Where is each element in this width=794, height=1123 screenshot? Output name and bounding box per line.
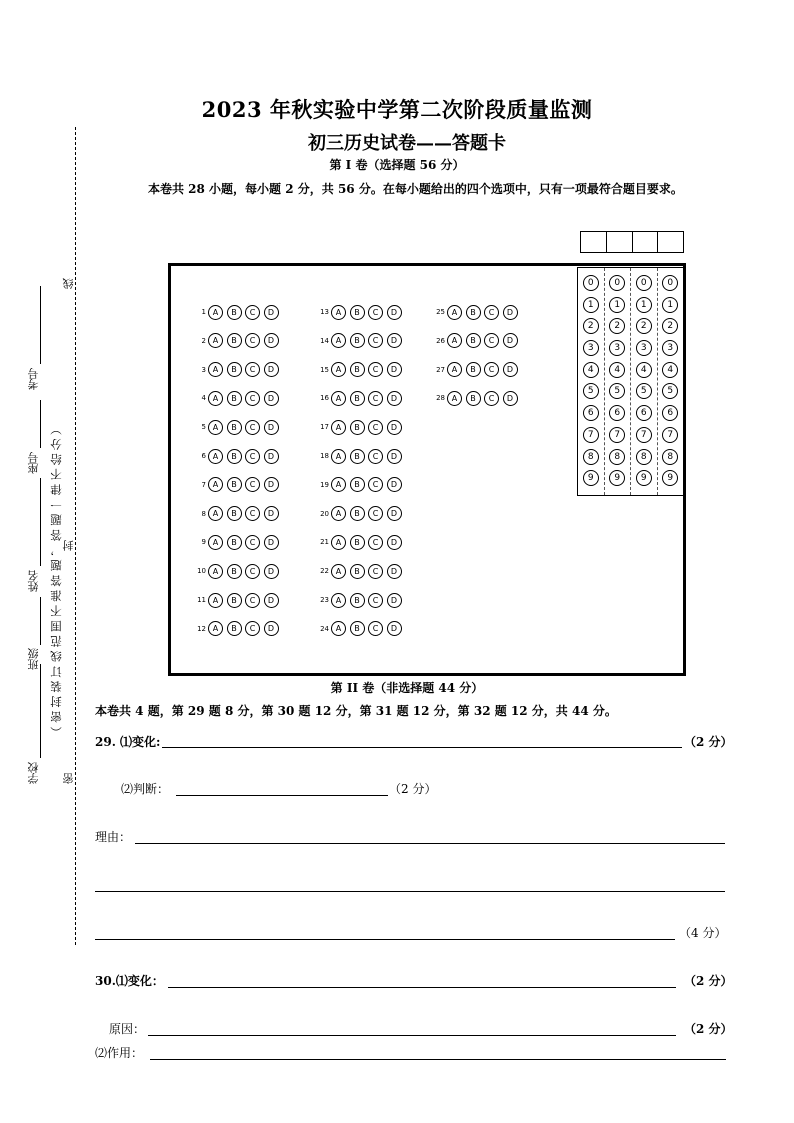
- option-bubble-b[interactable]: B: [350, 535, 365, 550]
- option-bubble-a[interactable]: A: [331, 621, 346, 636]
- digit-bubble[interactable]: 9: [636, 470, 652, 486]
- digit-bubble[interactable]: 7: [609, 427, 625, 443]
- option-bubble-a[interactable]: A: [208, 506, 223, 521]
- option-bubble-d[interactable]: D: [387, 420, 402, 435]
- code-box[interactable]: [633, 232, 659, 252]
- question-row: [192, 389, 282, 407]
- option-bubble-b[interactable]: B: [227, 420, 242, 435]
- option-bubble-b[interactable]: B: [227, 564, 242, 579]
- option-bubble-b[interactable]: B: [350, 506, 365, 521]
- code-box[interactable]: [607, 232, 633, 252]
- option-bubble-d[interactable]: D: [387, 621, 402, 636]
- option-bubble-d[interactable]: D: [387, 362, 402, 377]
- question-number: 9: [201, 538, 206, 547]
- question-number: 14: [320, 336, 329, 345]
- digit-column: [578, 268, 605, 495]
- option-bubble-c[interactable]: C: [368, 362, 383, 377]
- question-number: 2: [201, 336, 206, 345]
- question-number: 1: [201, 308, 206, 316]
- digit-bubble[interactable]: 8: [636, 449, 652, 465]
- option-bubble-a[interactable]: A: [447, 305, 462, 320]
- option-bubble-d[interactable]: D: [503, 391, 518, 406]
- question-number: 22: [320, 567, 329, 576]
- section1-instructions: 本卷共 28 小题，每小题 2 分，共 56 分。在每小题给出的四个选项中，只有一项最符合题目要求。: [148, 182, 683, 196]
- q29-reason-line-2[interactable]: [95, 891, 725, 892]
- digit-bubble[interactable]: 3: [662, 340, 678, 356]
- option-bubble-a[interactable]: A: [331, 391, 346, 406]
- option-bubble-d[interactable]: D: [264, 621, 279, 636]
- q29-change-label: 29. ⑴变化:: [95, 735, 161, 749]
- option-bubble-c[interactable]: C: [368, 535, 383, 550]
- option-bubble-d[interactable]: D: [387, 449, 402, 464]
- option-bubble-a[interactable]: A: [447, 362, 462, 377]
- q29-reason-line-1[interactable]: [135, 843, 725, 844]
- option-bubble-a[interactable]: A: [331, 593, 346, 608]
- digit-bubble[interactable]: 0: [583, 275, 599, 291]
- question-number: 19: [320, 480, 329, 489]
- section1-heading: 第 I 卷（选择题 56 分）: [329, 158, 465, 172]
- question-number: 23: [320, 596, 329, 604]
- option-bubble-b[interactable]: B: [227, 449, 242, 464]
- digit-bubble[interactable]: 8: [583, 449, 599, 465]
- section2-instructions: 本卷共 4 题，第 29 题 8 分，第 30 题 12 分，第 31 题 12 分，第 32 题 12 分，共 44 分。: [95, 704, 617, 718]
- digit-bubble[interactable]: 2: [583, 318, 599, 334]
- option-bubble-d[interactable]: D: [264, 477, 279, 492]
- option-bubble-d[interactable]: D: [387, 305, 402, 320]
- digit-bubble[interactable]: 5: [636, 383, 652, 399]
- option-bubble-b[interactable]: B: [350, 621, 365, 636]
- option-bubble-c[interactable]: C: [245, 333, 260, 348]
- digit-bubble[interactable]: 1: [609, 297, 625, 313]
- exam-no-field[interactable]: [40, 286, 41, 364]
- question-number: 4: [201, 394, 206, 403]
- option-bubble-b[interactable]: B: [350, 449, 365, 464]
- option-bubble-c[interactable]: C: [368, 477, 383, 492]
- option-bubble-b[interactable]: B: [227, 621, 242, 636]
- option-bubble-c[interactable]: C: [245, 362, 260, 377]
- option-bubble-a[interactable]: A: [208, 420, 223, 435]
- q29-change-score: （2 分）: [684, 735, 733, 749]
- question-row: [192, 533, 282, 551]
- option-bubble-a[interactable]: A: [331, 449, 346, 464]
- question-row: [192, 332, 282, 350]
- digit-bubble[interactable]: 1: [636, 297, 652, 313]
- digit-column: [631, 268, 658, 495]
- digit-bubble[interactable]: 5: [583, 383, 599, 399]
- digit-bubble[interactable]: 7: [662, 427, 678, 443]
- question-number: 26: [436, 336, 445, 345]
- option-bubble-a[interactable]: A: [447, 391, 462, 406]
- digit-column: [658, 268, 684, 495]
- option-bubble-a[interactable]: A: [331, 477, 346, 492]
- question-number: 18: [320, 452, 329, 460]
- option-bubble-b[interactable]: B: [227, 391, 242, 406]
- option-bubble-a[interactable]: A: [208, 593, 223, 608]
- option-bubble-b[interactable]: B: [350, 593, 365, 608]
- q30-change-score: （2 分）: [684, 974, 733, 988]
- question-row: [315, 533, 405, 551]
- option-bubble-c[interactable]: C: [245, 305, 260, 320]
- option-bubble-c[interactable]: C: [368, 305, 383, 320]
- question-row: [431, 389, 521, 407]
- option-bubble-b[interactable]: B: [227, 362, 242, 377]
- question-row: [315, 418, 405, 436]
- question-number: 25: [436, 308, 445, 316]
- school-label: 学校: [27, 762, 40, 784]
- option-bubble-c[interactable]: C: [245, 477, 260, 492]
- class-field[interactable]: [40, 597, 41, 645]
- exam-number-grid: [577, 267, 684, 496]
- question-number: 21: [320, 538, 329, 547]
- option-bubble-d[interactable]: D: [264, 564, 279, 579]
- option-bubble-c[interactable]: C: [368, 593, 383, 608]
- digit-bubble[interactable]: 0: [609, 275, 625, 291]
- digit-bubble[interactable]: 1: [583, 297, 599, 313]
- question-row: [192, 505, 282, 523]
- q29-reason-label: 理由：: [95, 830, 132, 844]
- option-bubble-d[interactable]: D: [264, 593, 279, 608]
- option-bubble-a[interactable]: A: [208, 477, 223, 492]
- question-number: 20: [320, 509, 329, 518]
- question-number: 13: [320, 308, 329, 316]
- option-bubble-a[interactable]: A: [208, 333, 223, 348]
- digit-bubble[interactable]: 7: [636, 427, 652, 443]
- option-bubble-c[interactable]: C: [368, 506, 383, 521]
- option-bubble-c[interactable]: C: [484, 391, 499, 406]
- question-row: [315, 562, 405, 580]
- digit-bubble[interactable]: 9: [662, 470, 678, 486]
- question-row: [315, 476, 405, 494]
- seat-label: 座号: [27, 452, 40, 474]
- q30-cause-score: （2 分）: [684, 1022, 733, 1036]
- question-row: [315, 303, 405, 321]
- question-number: 5: [201, 423, 206, 432]
- option-bubble-a[interactable]: A: [331, 305, 346, 320]
- question-number: 8: [201, 509, 206, 518]
- option-bubble-c[interactable]: C: [368, 391, 383, 406]
- question-row: [315, 332, 405, 350]
- option-bubble-c[interactable]: C: [368, 621, 383, 636]
- option-bubble-d[interactable]: D: [387, 535, 402, 550]
- question-row: [192, 447, 282, 465]
- option-bubble-d[interactable]: D: [387, 391, 402, 406]
- question-row: [192, 361, 282, 379]
- q30-change-line[interactable]: [168, 987, 676, 988]
- option-bubble-a[interactable]: A: [208, 362, 223, 377]
- option-bubble-a[interactable]: A: [331, 506, 346, 521]
- option-bubble-a[interactable]: A: [208, 305, 223, 320]
- option-bubble-b[interactable]: B: [466, 391, 481, 406]
- option-bubble-b[interactable]: B: [227, 506, 242, 521]
- question-row: [315, 591, 405, 609]
- option-bubble-c[interactable]: C: [484, 333, 499, 348]
- option-bubble-b[interactable]: B: [227, 535, 242, 550]
- option-bubble-a[interactable]: A: [331, 564, 346, 579]
- q30-cause-line[interactable]: [148, 1035, 676, 1036]
- digit-bubble[interactable]: 6: [583, 405, 599, 421]
- digit-bubble[interactable]: 8: [609, 449, 625, 465]
- option-bubble-b[interactable]: B: [227, 333, 242, 348]
- option-bubble-d[interactable]: D: [264, 449, 279, 464]
- option-bubble-d[interactable]: D: [387, 333, 402, 348]
- digit-bubble[interactable]: 6: [662, 405, 678, 421]
- q29-change-line[interactable]: [162, 747, 682, 748]
- question-number: 12: [197, 624, 206, 633]
- section2-heading: 第 II 卷（非选择题 44 分）: [330, 681, 484, 695]
- question-row: [431, 361, 521, 379]
- option-bubble-c[interactable]: C: [245, 535, 260, 550]
- question-number: 7: [201, 480, 206, 489]
- option-bubble-b[interactable]: B: [350, 420, 365, 435]
- question-row: [315, 389, 405, 407]
- option-bubble-b[interactable]: B: [350, 564, 365, 579]
- class-label: 班级: [27, 648, 40, 670]
- digit-bubble[interactable]: 3: [609, 340, 625, 356]
- option-bubble-c[interactable]: C: [245, 449, 260, 464]
- option-bubble-c[interactable]: C: [368, 449, 383, 464]
- option-bubble-b[interactable]: B: [350, 391, 365, 406]
- option-bubble-d[interactable]: D: [264, 506, 279, 521]
- question-row: [192, 476, 282, 494]
- option-bubble-d[interactable]: D: [264, 362, 279, 377]
- digit-bubble[interactable]: 5: [662, 383, 678, 399]
- option-bubble-a[interactable]: A: [208, 535, 223, 550]
- option-bubble-a[interactable]: A: [447, 333, 462, 348]
- option-bubble-c[interactable]: C: [484, 305, 499, 320]
- option-bubble-a[interactable]: A: [331, 333, 346, 348]
- option-bubble-c[interactable]: C: [245, 593, 260, 608]
- digit-bubble[interactable]: 5: [609, 383, 625, 399]
- binding-dashed-line: [75, 127, 76, 945]
- q29-judge-line[interactable]: [176, 795, 388, 796]
- digit-bubble[interactable]: 9: [609, 470, 625, 486]
- option-bubble-d[interactable]: D: [503, 333, 518, 348]
- question-number: 17: [320, 423, 329, 432]
- digit-bubble[interactable]: 0: [636, 275, 652, 291]
- question-number: 24: [320, 624, 329, 633]
- q29-judge-score: （2 分）: [389, 782, 437, 796]
- digit-bubble[interactable]: 8: [662, 449, 678, 465]
- q29-reason-score: （4 分）: [679, 926, 727, 940]
- name-field[interactable]: [40, 478, 41, 566]
- option-bubble-a[interactable]: A: [331, 535, 346, 550]
- option-bubble-c[interactable]: C: [245, 420, 260, 435]
- digit-bubble[interactable]: 4: [583, 362, 599, 378]
- option-bubble-b[interactable]: B: [466, 305, 481, 320]
- option-bubble-d[interactable]: D: [264, 305, 279, 320]
- question-row: [315, 620, 405, 638]
- exam-no-label: 考号: [27, 368, 40, 390]
- option-bubble-c[interactable]: C: [245, 391, 260, 406]
- q30-change-label: 30.⑴变化：: [95, 974, 164, 988]
- digit-bubble[interactable]: 0: [662, 275, 678, 291]
- digit-column: [605, 268, 632, 495]
- option-bubble-c[interactable]: C: [368, 333, 383, 348]
- digit-bubble[interactable]: 4: [636, 362, 652, 378]
- digit-bubble[interactable]: 4: [609, 362, 625, 378]
- option-bubble-b[interactable]: B: [350, 333, 365, 348]
- option-bubble-c[interactable]: C: [245, 564, 260, 579]
- option-bubble-b[interactable]: B: [350, 305, 365, 320]
- option-bubble-b[interactable]: B: [466, 362, 481, 377]
- question-row: [192, 562, 282, 580]
- question-row: [431, 303, 521, 321]
- option-bubble-b[interactable]: B: [350, 362, 365, 377]
- option-bubble-b[interactable]: B: [227, 305, 242, 320]
- digit-bubble[interactable]: 3: [636, 340, 652, 356]
- code-box[interactable]: [658, 232, 683, 252]
- question-number: 6: [201, 452, 206, 460]
- option-bubble-d[interactable]: D: [264, 420, 279, 435]
- digit-bubble[interactable]: 2: [609, 318, 625, 334]
- option-bubble-a[interactable]: A: [208, 621, 223, 636]
- q30-effect-label: ⑵作用：: [95, 1046, 144, 1060]
- digit-bubble[interactable]: 7: [583, 427, 599, 443]
- option-bubble-c[interactable]: C: [368, 420, 383, 435]
- option-bubble-d[interactable]: D: [503, 305, 518, 320]
- question-number: 11: [197, 596, 206, 604]
- option-bubble-a[interactable]: A: [331, 420, 346, 435]
- question-row: [315, 505, 405, 523]
- exam-code-boxes[interactable]: [580, 231, 684, 253]
- digit-bubble[interactable]: 9: [583, 470, 599, 486]
- option-bubble-c[interactable]: C: [245, 621, 260, 636]
- question-number: 3: [201, 365, 206, 374]
- binding-feng: 封: [62, 540, 75, 551]
- digit-bubble[interactable]: 6: [609, 405, 625, 421]
- option-bubble-b[interactable]: B: [227, 593, 242, 608]
- question-number: 15: [320, 365, 329, 374]
- option-bubble-d[interactable]: D: [387, 593, 402, 608]
- question-row: [192, 303, 282, 321]
- digit-bubble[interactable]: 2: [662, 318, 678, 334]
- question-row: [315, 447, 405, 465]
- question-row: [431, 332, 521, 350]
- option-bubble-d[interactable]: D: [264, 333, 279, 348]
- code-box[interactable]: [581, 232, 607, 252]
- name-label: 姓名: [27, 570, 40, 592]
- page-subtitle: 初三历史试卷——答题卡: [308, 133, 506, 154]
- option-bubble-a[interactable]: A: [208, 449, 223, 464]
- option-bubble-c[interactable]: C: [245, 506, 260, 521]
- binding-mi: 密: [62, 773, 75, 784]
- digit-bubble[interactable]: 1: [662, 297, 678, 313]
- question-number: 27: [436, 365, 445, 374]
- option-bubble-d[interactable]: D: [264, 535, 279, 550]
- option-bubble-d[interactable]: D: [387, 506, 402, 521]
- page-title: 2023 年秋实验中学第二次阶段质量监测: [201, 97, 593, 122]
- question-row: [192, 591, 282, 609]
- digit-bubble[interactable]: 2: [636, 318, 652, 334]
- q30-cause-label: 原因：: [109, 1022, 146, 1036]
- seat-field[interactable]: [40, 400, 41, 448]
- option-bubble-d[interactable]: D: [387, 477, 402, 492]
- option-bubble-d[interactable]: D: [264, 391, 279, 406]
- option-bubble-c[interactable]: C: [368, 564, 383, 579]
- question-number: 10: [197, 567, 206, 576]
- question-row: [315, 361, 405, 379]
- digit-bubble[interactable]: 4: [662, 362, 678, 378]
- option-bubble-c[interactable]: C: [484, 362, 499, 377]
- binding-xian: 线: [62, 278, 75, 289]
- q29-reason-line-3[interactable]: [95, 939, 675, 940]
- option-bubble-a[interactable]: A: [208, 564, 223, 579]
- q29-judge-label: ⑵判断：: [121, 782, 170, 796]
- q30-effect-line[interactable]: [150, 1059, 726, 1060]
- option-bubble-b[interactable]: B: [466, 333, 481, 348]
- option-bubble-b[interactable]: B: [350, 477, 365, 492]
- digit-bubble[interactable]: 3: [583, 340, 599, 356]
- binding-notice: （ 密 封 装 订 线 范 围 不 准 答 题 ， 答 题 一 律 不 给 分 ）: [49, 423, 63, 738]
- option-bubble-d[interactable]: D: [387, 564, 402, 579]
- option-bubble-a[interactable]: A: [208, 391, 223, 406]
- question-row: [192, 418, 282, 436]
- question-row: [192, 620, 282, 638]
- digit-bubble[interactable]: 6: [636, 405, 652, 421]
- question-number: 16: [320, 394, 329, 403]
- option-bubble-a[interactable]: A: [331, 362, 346, 377]
- question-number: 28: [436, 394, 445, 403]
- option-bubble-b[interactable]: B: [227, 477, 242, 492]
- option-bubble-d[interactable]: D: [503, 362, 518, 377]
